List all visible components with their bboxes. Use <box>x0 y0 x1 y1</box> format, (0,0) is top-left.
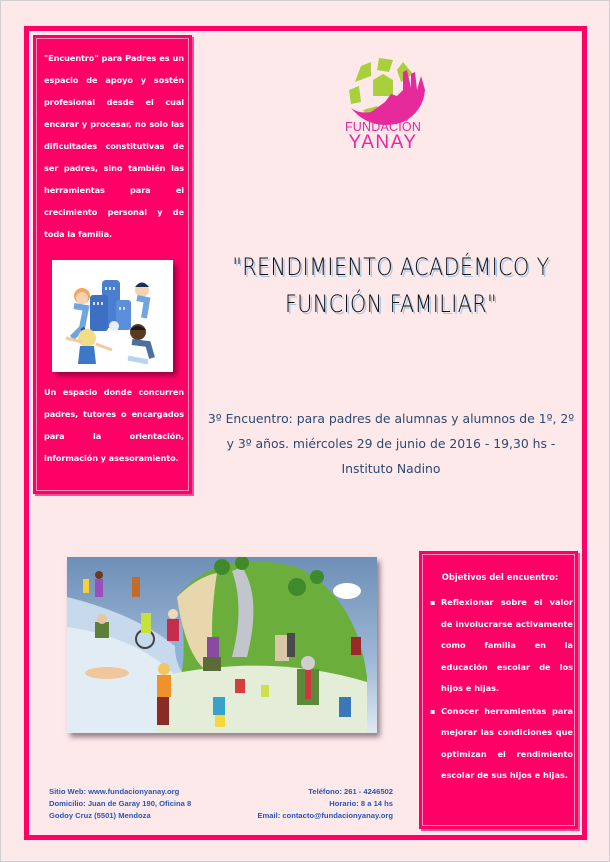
hours-text: Horario: 8 a 14 hs <box>329 799 393 808</box>
city-text: Godoy Cruz (5501) Mendoza <box>49 811 151 820</box>
footer-contact-left <box>49 786 191 822</box>
objective-text: Reflexionar sobre el valor de involucrarse activamente como familia en la educación escolar de los hijos e hijas. <box>441 597 573 693</box>
address-text: Domicilio: Juan de Garay 190, Oficina 8 <box>49 799 192 808</box>
objective-item <box>429 701 573 787</box>
objective-item <box>429 592 573 700</box>
children-school-icon <box>52 260 173 372</box>
bullet-icon: ▪ <box>430 706 436 716</box>
footer-contact-right <box>231 786 393 822</box>
bullet-icon: ▪ <box>430 598 436 607</box>
people-globe-icon <box>67 557 377 733</box>
logo-line2: YANAY <box>348 132 418 153</box>
objective-text: Conocer herramientas para mejorar las condiciones que optimizan el rendimiento escolar de sus hijos e hijas. <box>441 705 573 780</box>
logo-line1: FUNDACIÓN <box>344 120 422 134</box>
event-description: 3º Encuentro: para padres de alumnas y alumnos de 1º, 2º y 3º años. miércoles 29 de junio de 2016 - 19,30 hs - Instituto Nadino <box>207 411 575 476</box>
objectives-list <box>429 592 573 788</box>
website-link[interactable]: Sitio Web: www.fundacionyanay.org <box>49 787 180 796</box>
objectives-title: Objetivos del encuentro: <box>441 572 559 582</box>
community-illustration <box>67 557 377 733</box>
hand-house-globe-icon <box>341 56 436 126</box>
event-title <box>228 249 555 323</box>
children-illustration <box>52 260 173 372</box>
title-line1: "RENDIMIENTO ACADÉMICO Y <box>232 253 550 281</box>
intro-text: "Encuentro" para Padres es un espacio de apoyo y sostén profesional desde el cual encarar y procesar, no solo las dificultades constitutivas de ser padres, sino también las herramientas para el crecimiento personal y de toda la familia. <box>44 53 184 239</box>
title-line2: FUNCIÓN FAMILIAR" <box>284 290 498 318</box>
secondary-text: Un espacio donde concurren padres, tutores o encargados para la orientación, información y asesoramiento. <box>44 387 184 463</box>
phone-text: Teléfono: 261 - 4246502 <box>308 787 393 796</box>
email-link[interactable]: Email: contacto@fundacionyanay.org <box>257 811 393 820</box>
